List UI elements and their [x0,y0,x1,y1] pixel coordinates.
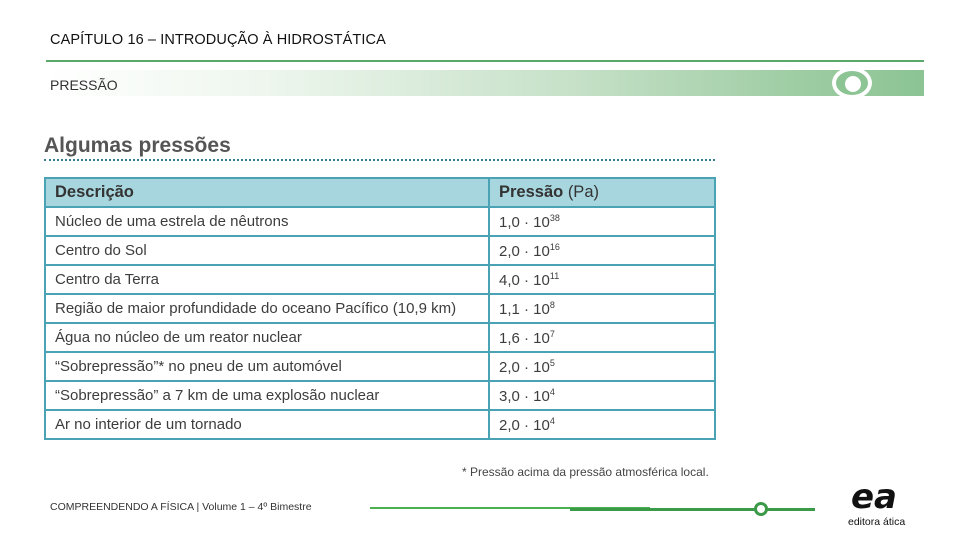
table-row [45,265,715,294]
row-description: Região de maior profundidade do oceano Pacífico (10,9 km) [45,294,489,323]
table-row [45,207,715,236]
row-pressure [489,323,715,352]
table-row [45,323,715,352]
column-header-unit: (Pa) [567,183,599,201]
pressure-exponent: 7 [549,328,555,339]
row-pressure [489,352,715,381]
header-divider [46,60,924,62]
pressure-mantissa: 2,0 · 10 [499,416,550,434]
table-row [45,381,715,410]
editora-logo-text: editora ática [848,516,906,528]
pressure-mantissa: 3,0 · 10 [499,387,550,405]
footer-circle-icon [754,502,768,516]
column-header-description: Descrição [45,178,489,207]
pressure-mantissa: 2,0 · 10 [499,358,550,376]
column-header-pressure [489,178,715,207]
logo-mark-text: ea [851,478,898,514]
row-pressure [489,381,715,410]
table-row [45,236,715,265]
footer-caption: COMPREENDENDO A FÍSICA | Volume 1 – 4º Bimestre [50,501,312,513]
table-footnote: * Pressão acima da pressão atmosférica local. [462,465,709,479]
row-description: Ar no interior de um tornado [45,410,489,439]
pressure-exponent: 4 [549,386,555,397]
pressure-exponent: 11 [549,270,560,281]
pressure-mantissa: 1,0 · 10 [499,213,550,231]
footer-line-accent [570,508,815,511]
row-description: “Sobrepressão” a 7 km de uma explosão nuclear [45,381,489,410]
circle-icon [832,67,872,99]
row-description: Centro do Sol [45,236,489,265]
row-pressure [489,265,715,294]
chapter-title: CAPÍTULO 16 – INTRODUÇÃO À HIDROSTÁTICA [50,32,386,48]
pressure-exponent: 5 [549,357,555,368]
dotted-divider [44,159,715,161]
pressure-mantissa: 1,6 · 10 [499,329,550,347]
figure-title: Algumas pressões [44,134,231,157]
pressure-mantissa: 2,0 · 10 [499,242,550,260]
section-title: PRESSÃO [50,77,118,93]
pressure-exponent: 38 [549,212,560,223]
pressure-exponent: 8 [549,299,555,310]
table-header-row [45,178,715,207]
pressure-exponent: 4 [549,415,555,426]
row-pressure [489,207,715,236]
pressure-mantissa: 4,0 · 10 [499,271,550,289]
column-header-pressure-label: Pressão [499,183,564,201]
table-row [45,410,715,439]
table-row [45,294,715,323]
row-pressure [489,294,715,323]
pressure-mantissa: 1,1 · 10 [499,300,550,318]
table-row [45,352,715,381]
row-pressure [489,410,715,439]
row-description: Núcleo de uma estrela de nêutrons [45,207,489,236]
editora-logo-icon [850,478,906,514]
row-description: Centro da Terra [45,265,489,294]
section-banner [46,70,924,96]
row-description: “Sobrepressão”* no pneu de um automóvel [45,352,489,381]
pressure-exponent: 16 [549,241,560,252]
pressure-table [44,177,716,440]
row-pressure [489,236,715,265]
row-description: Água no núcleo de um reator nuclear [45,323,489,352]
